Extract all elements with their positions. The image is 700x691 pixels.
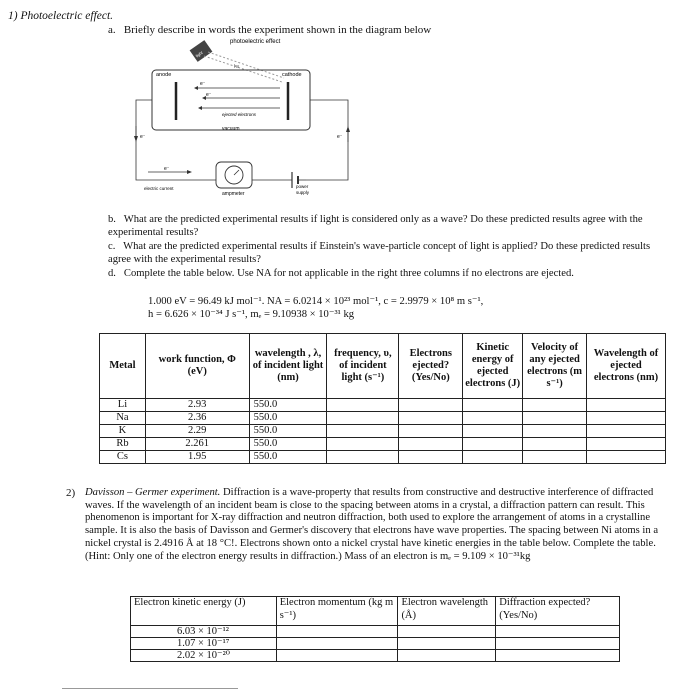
cathode-label: cathode [282, 72, 302, 78]
part-d-text: Complete the table below. Use NA for not applicable in the right three columns if no electrons are ejected. [123, 268, 574, 279]
header-frequency: frequency, υ, of incident light (s⁻¹) [327, 334, 399, 399]
question-1c [108, 241, 668, 266]
answer-cell[interactable] [523, 425, 587, 438]
current-electron-symbol: e⁻ [164, 166, 170, 172]
answer-cell[interactable] [327, 425, 399, 438]
work-function-cell: 2.29 [145, 425, 249, 438]
table-row [131, 626, 620, 638]
answer-cell[interactable] [496, 626, 620, 638]
header-work-function: work function, Φ (eV) [145, 334, 249, 399]
answer-cell[interactable] [399, 399, 463, 412]
metal-cell: Na [100, 412, 146, 425]
answer-cell[interactable] [327, 412, 399, 425]
part-b-text: What are the predicted experimental results if light is considered only as a wave? Do these predicted results agree with the experimental results? [108, 214, 643, 238]
answer-cell[interactable] [496, 650, 620, 662]
answer-cell[interactable] [523, 412, 587, 425]
work-function-cell: 2.93 [145, 399, 249, 412]
power-label-line1: power [296, 184, 309, 189]
header-kinetic-energy: Kinetic energy of ejected electrons (J) [463, 334, 523, 399]
metal-cell: Li [100, 399, 146, 412]
answer-cell[interactable] [399, 451, 463, 464]
wavelength-cell: 550.0 [249, 399, 327, 412]
answer-cell[interactable] [463, 451, 523, 464]
answer-cell[interactable] [587, 425, 666, 438]
work-function-cell: 2.36 [145, 412, 249, 425]
constants-line-2: h = 6.626 × 10⁻³⁴ J s⁻¹, mₑ = 9.10938 × 10⁻³¹ kg [148, 309, 355, 320]
metal-cell: Cs [100, 451, 146, 464]
part-c-text: What are the predicted experimental results if Einstein's wave-particle concept of light is applied? Do these predicted results agree with the experimental results? [108, 241, 651, 265]
question-2-text [85, 487, 663, 563]
header-kinetic-energy: Electron kinetic energy (J) [131, 597, 277, 626]
metal-cell: K [100, 425, 146, 438]
answer-cell[interactable] [276, 626, 398, 638]
diffraction-table [130, 596, 620, 662]
work-function-cell: 1.95 [145, 451, 249, 464]
electron-symbol-1: e⁻ [200, 81, 206, 87]
answer-cell[interactable] [399, 438, 463, 451]
part-c-label: c. [108, 241, 116, 252]
header-diffraction: Diffraction expected? (Yes/No) [496, 597, 620, 626]
part-d-label: d. [108, 268, 116, 279]
wavelength-cell: 550.0 [249, 412, 327, 425]
header-electrons-ejected: Electrons ejected? (Yes/No) [399, 334, 463, 399]
vacuum-label: vacuum [222, 126, 240, 132]
answer-cell[interactable] [463, 425, 523, 438]
answer-cell[interactable] [276, 638, 398, 650]
header-electron-wavelength: Electron wavelength (Å) [398, 597, 496, 626]
header-velocity: Velocity of any ejected electrons (m s⁻¹) [523, 334, 587, 399]
answer-cell[interactable] [496, 638, 620, 650]
photoelectric-diagram [130, 38, 370, 196]
header-electron-wavelength: Wavelength of ejected electrons (nm) [587, 334, 666, 399]
header-metal: Metal [100, 334, 146, 399]
power-label-line2: supply [296, 190, 310, 195]
answer-cell[interactable] [523, 438, 587, 451]
svg-text:light: light [194, 49, 204, 59]
left-electron-symbol: e⁻ [140, 134, 146, 140]
anode-label: anode [156, 72, 172, 78]
question-1a [108, 24, 431, 37]
table-header-row [131, 597, 620, 626]
answer-cell[interactable] [587, 438, 666, 451]
part-b-label: b. [108, 214, 116, 225]
answer-cell[interactable] [327, 399, 399, 412]
ejected-electrons-label: ejected electrons [222, 112, 257, 117]
ammeter-label: ampmeter [222, 191, 245, 196]
question-2-number: 2) [66, 487, 76, 499]
answer-cell[interactable] [587, 451, 666, 464]
electron-symbol-2: e⁻ [206, 92, 212, 98]
electric-current-label: electric current [144, 186, 174, 191]
question-1b [108, 214, 668, 239]
table-row [100, 399, 666, 412]
diagram-title: photoelectric effect [230, 39, 281, 45]
ejected-electrons-arrows [196, 88, 280, 108]
table-header-row [100, 334, 666, 399]
table-row [131, 650, 620, 662]
answer-cell[interactable] [398, 638, 496, 650]
answer-cell[interactable] [327, 451, 399, 464]
table-row [100, 412, 666, 425]
wavelength-cell: 550.0 [249, 438, 327, 451]
current-arrow-right [346, 126, 350, 132]
answer-cell[interactable] [463, 412, 523, 425]
part-a-text: Briefly describe in words the experiment shown in the diagram below [123, 24, 432, 36]
table-row [100, 451, 666, 464]
answer-cell[interactable] [398, 626, 496, 638]
header-wavelength: wavelength , λ, of incident light (nm) [249, 334, 327, 399]
question-1d [108, 268, 668, 281]
work-function-cell: 2.261 [145, 438, 249, 451]
answer-cell[interactable] [463, 438, 523, 451]
metal-cell: Rb [100, 438, 146, 451]
wavelength-cell: 550.0 [249, 451, 327, 464]
answer-cell[interactable] [327, 438, 399, 451]
light-beam [204, 52, 284, 82]
table-row [100, 425, 666, 438]
photon-label: hν [234, 64, 240, 70]
current-arrow-left [134, 136, 138, 142]
answer-cell[interactable] [523, 451, 587, 464]
light-source-icon [190, 40, 213, 62]
wavelength-cell: 550.0 [249, 425, 327, 438]
footnote-divider [62, 688, 238, 689]
answer-cell[interactable] [398, 650, 496, 662]
energy-cell: 1.07 × 10⁻¹⁷ [131, 638, 277, 650]
table-row [131, 638, 620, 650]
answer-cell[interactable] [276, 650, 398, 662]
question-1-title: 1) Photoelectric effect. [8, 10, 114, 22]
answer-cell[interactable] [399, 425, 463, 438]
right-electron-symbol: e⁻ [337, 134, 343, 140]
part-a-label: a. [108, 24, 116, 36]
ammeter-icon [216, 162, 252, 188]
energy-cell: 2.02 × 10⁻²⁰ [131, 650, 277, 662]
constants-line-1: 1.000 eV = 96.49 kJ mol⁻¹. NA = 6.0214 × 10²³ mol⁻¹, c = 2.9979 × 10⁸ m s⁻¹, [148, 296, 484, 307]
answer-cell[interactable] [587, 399, 666, 412]
header-momentum: Electron momentum (kg m s⁻¹) [276, 597, 398, 626]
answer-cell[interactable] [523, 399, 587, 412]
answer-cell[interactable] [463, 399, 523, 412]
answer-cell[interactable] [399, 412, 463, 425]
question-2-title: Davisson – Germer experiment. [85, 487, 221, 498]
table-row [100, 438, 666, 451]
photoelectric-table [99, 333, 666, 464]
answer-cell[interactable] [587, 412, 666, 425]
question-2-body: Diffraction is a wave-property that results from constructive and destructive interference of diffracted waves. If the wavelength of an incident beam is close to the spacing between atoms in a crystal, a diffraction pattern can result. This phenomenon is important for X-ray diffraction and neutron diffraction, both used to explore the arrangement of atoms in a crystalline sample. It is also the basis of Davisson and Germer's discovery that electrons have wave properties. The spacing between Ni atoms in a nickel crystal is 2.4916 Å at 18 °C!. Electrons shown onto a nickel crystal have kinetic energies in the table below. Complete the table. (Hint: Only one of the electron energy results in diffraction.) Mass of an electron is mₑ = 9.109 × 10⁻³¹kg [85, 487, 659, 562]
energy-cell: 6.03 × 10⁻¹² [131, 626, 277, 638]
